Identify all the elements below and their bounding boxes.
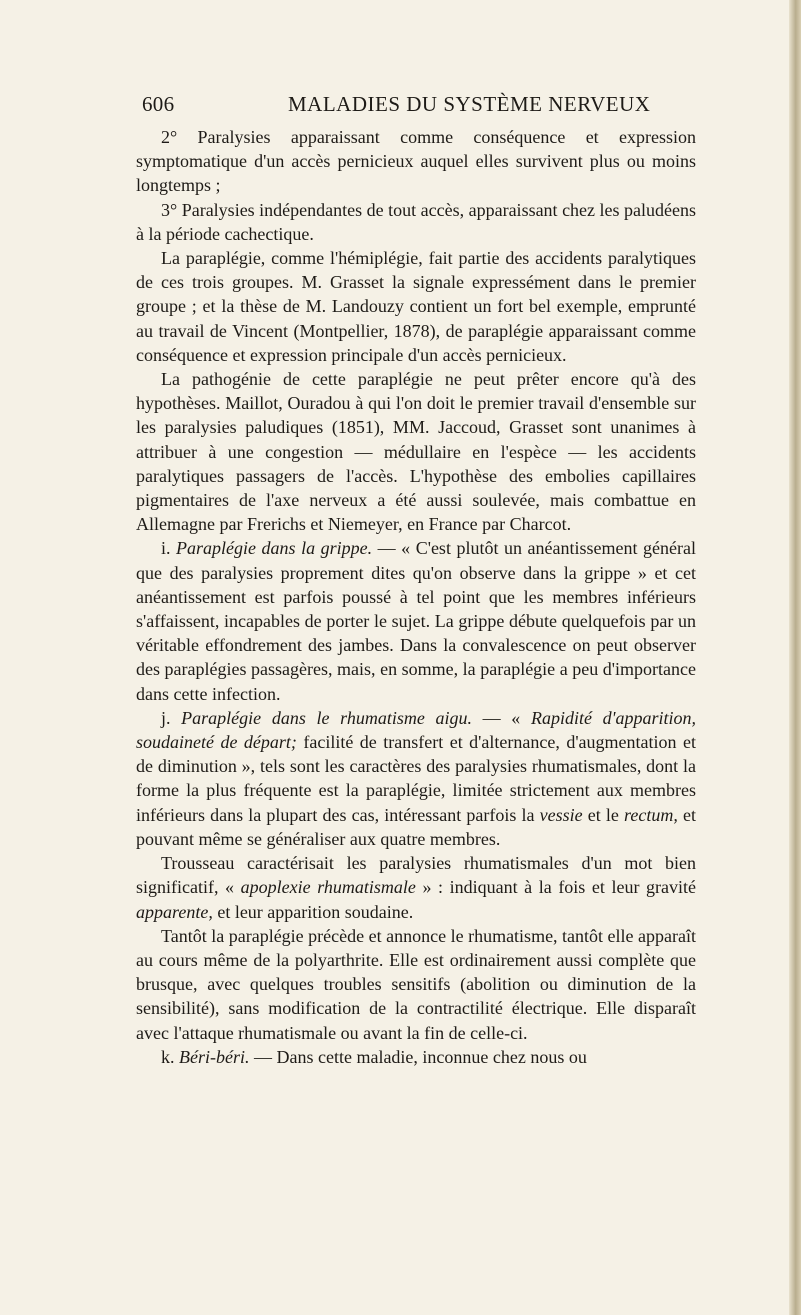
text-run: — Dans cette maladie, inconnue chez nous ou xyxy=(249,1046,587,1067)
body-text xyxy=(136,125,696,1069)
text-run: j. xyxy=(161,707,182,728)
text-run: et le xyxy=(582,804,625,825)
paragraph xyxy=(136,706,696,851)
italic-run: Paraplégie dans la grippe. xyxy=(176,538,373,559)
paragraph xyxy=(136,246,696,367)
page-edge-shadow xyxy=(789,0,801,1315)
running-header xyxy=(142,92,694,122)
text-run: — « C'est plutôt un anéantissement général que des paralysies proprement dites qu'on observe dans la grippe » et cet anéantissement est parfois poussé à tel point que les membres inférieurs s'affaissent, incapables de porter le sujet. La grippe débute quelquefois par un véritable effondrement des jambes. Dans la convalescence on peut observer des paraplégies passagères, mais, en somme, la paraplégie a peu d'importance dans cette infection. xyxy=(136,538,696,704)
text-run: et pouvant même se généraliser aux quatre membres. xyxy=(136,804,696,849)
text-run: k. xyxy=(161,1046,179,1067)
text-run: — « xyxy=(471,707,531,728)
text-run: Tantôt la paraplégie précède et annonce le rhumatisme, tantôt elle apparaît au cours même de la polyarthrite. Elle est ordinairement aussi complète que brusque, avec quelques troubles sensitifs (abolition ou diminution de la sensibilité), sans modification de la contractilité électrique. Elle disparaît avec l'attaque rhumatismale ou avant la fin de celle-ci. xyxy=(136,925,696,1043)
paragraph xyxy=(136,536,696,705)
page-number: 606 xyxy=(142,92,175,116)
paragraph xyxy=(136,367,696,536)
paragraph xyxy=(136,198,696,246)
text-run: et leur apparition soudaine. xyxy=(212,901,414,922)
italic-run: Paraplégie dans le rhumatisme aigu. xyxy=(181,707,472,728)
paragraph xyxy=(136,924,696,1045)
italic-run: apoplexie rhumatismale xyxy=(240,877,416,898)
text-run: La pathogénie de cette paraplégie ne peut prêter encore qu'à des hypothèses. Maillot, Ouradou à qui l'on doit le premier travail d'ensemble sur les paralysies paludiques (1851), MM. Jaccoud, Grasset sont unanimes à attribuer à une congestion — médullaire en l'espèce — les accidents paralytiques passagers de l'accès. L'hypothèse des embolies capillaires pigmentaires de l'axe nerveux a été aussi soulevée, mais combattue en Allemagne par Frerichs et Niemeyer, en France par Charcot. xyxy=(136,369,696,535)
italic-run: rectum, xyxy=(624,804,678,825)
paragraph xyxy=(136,125,696,198)
text-run: Trousseau caractérisait les paralysies rhumatismales d'un mot bien significatif, « xyxy=(136,853,696,898)
italic-run: apparente, xyxy=(136,901,213,922)
paragraph xyxy=(136,851,696,924)
text-run: facilité de transfert et d'alternance, d'augmentation et de diminution », tels sont les caractères des paralysies rhumatismales, dont la forme la plus fréquente est la paraplégie, limitée strictement aux membres inférieurs dans la plupart des cas, intéressant parfois la xyxy=(136,732,696,825)
italic-run: Rapidité d'apparition, soudaineté de départ; xyxy=(136,707,696,753)
text-run: 3° Paralysies indépendantes de tout accès, apparaissant chez les paludéens à la période cachectique. xyxy=(136,199,696,244)
text-run: i. xyxy=(161,538,177,559)
italic-run: vessie xyxy=(539,804,583,825)
text-run: » : indiquant à la fois et leur gravité xyxy=(415,877,696,898)
paragraph xyxy=(136,1045,696,1069)
text-run: 2° Paralysies apparaissant comme conséquence et expression symptomatique d'un accès pernicieux auquel elles survivent plus ou moins longtemps ; xyxy=(136,127,696,196)
italic-run: Béri-béri. xyxy=(179,1046,250,1067)
text-run: La paraplégie, comme l'hémiplégie, fait partie des accidents paralytiques de ces trois groupes. M. Grasset la signale expressément dans le premier groupe ; et la thèse de M. Landouzy contient un fort bel exemple, emprunté au travail de Vincent (Montpellier, 1878), de paraplégie apparaissant comme conséquence et expression principale d'un accès pernicieux. xyxy=(136,248,696,365)
running-title: MALADIES DU SYSTÈME NERVEUX xyxy=(288,92,651,116)
